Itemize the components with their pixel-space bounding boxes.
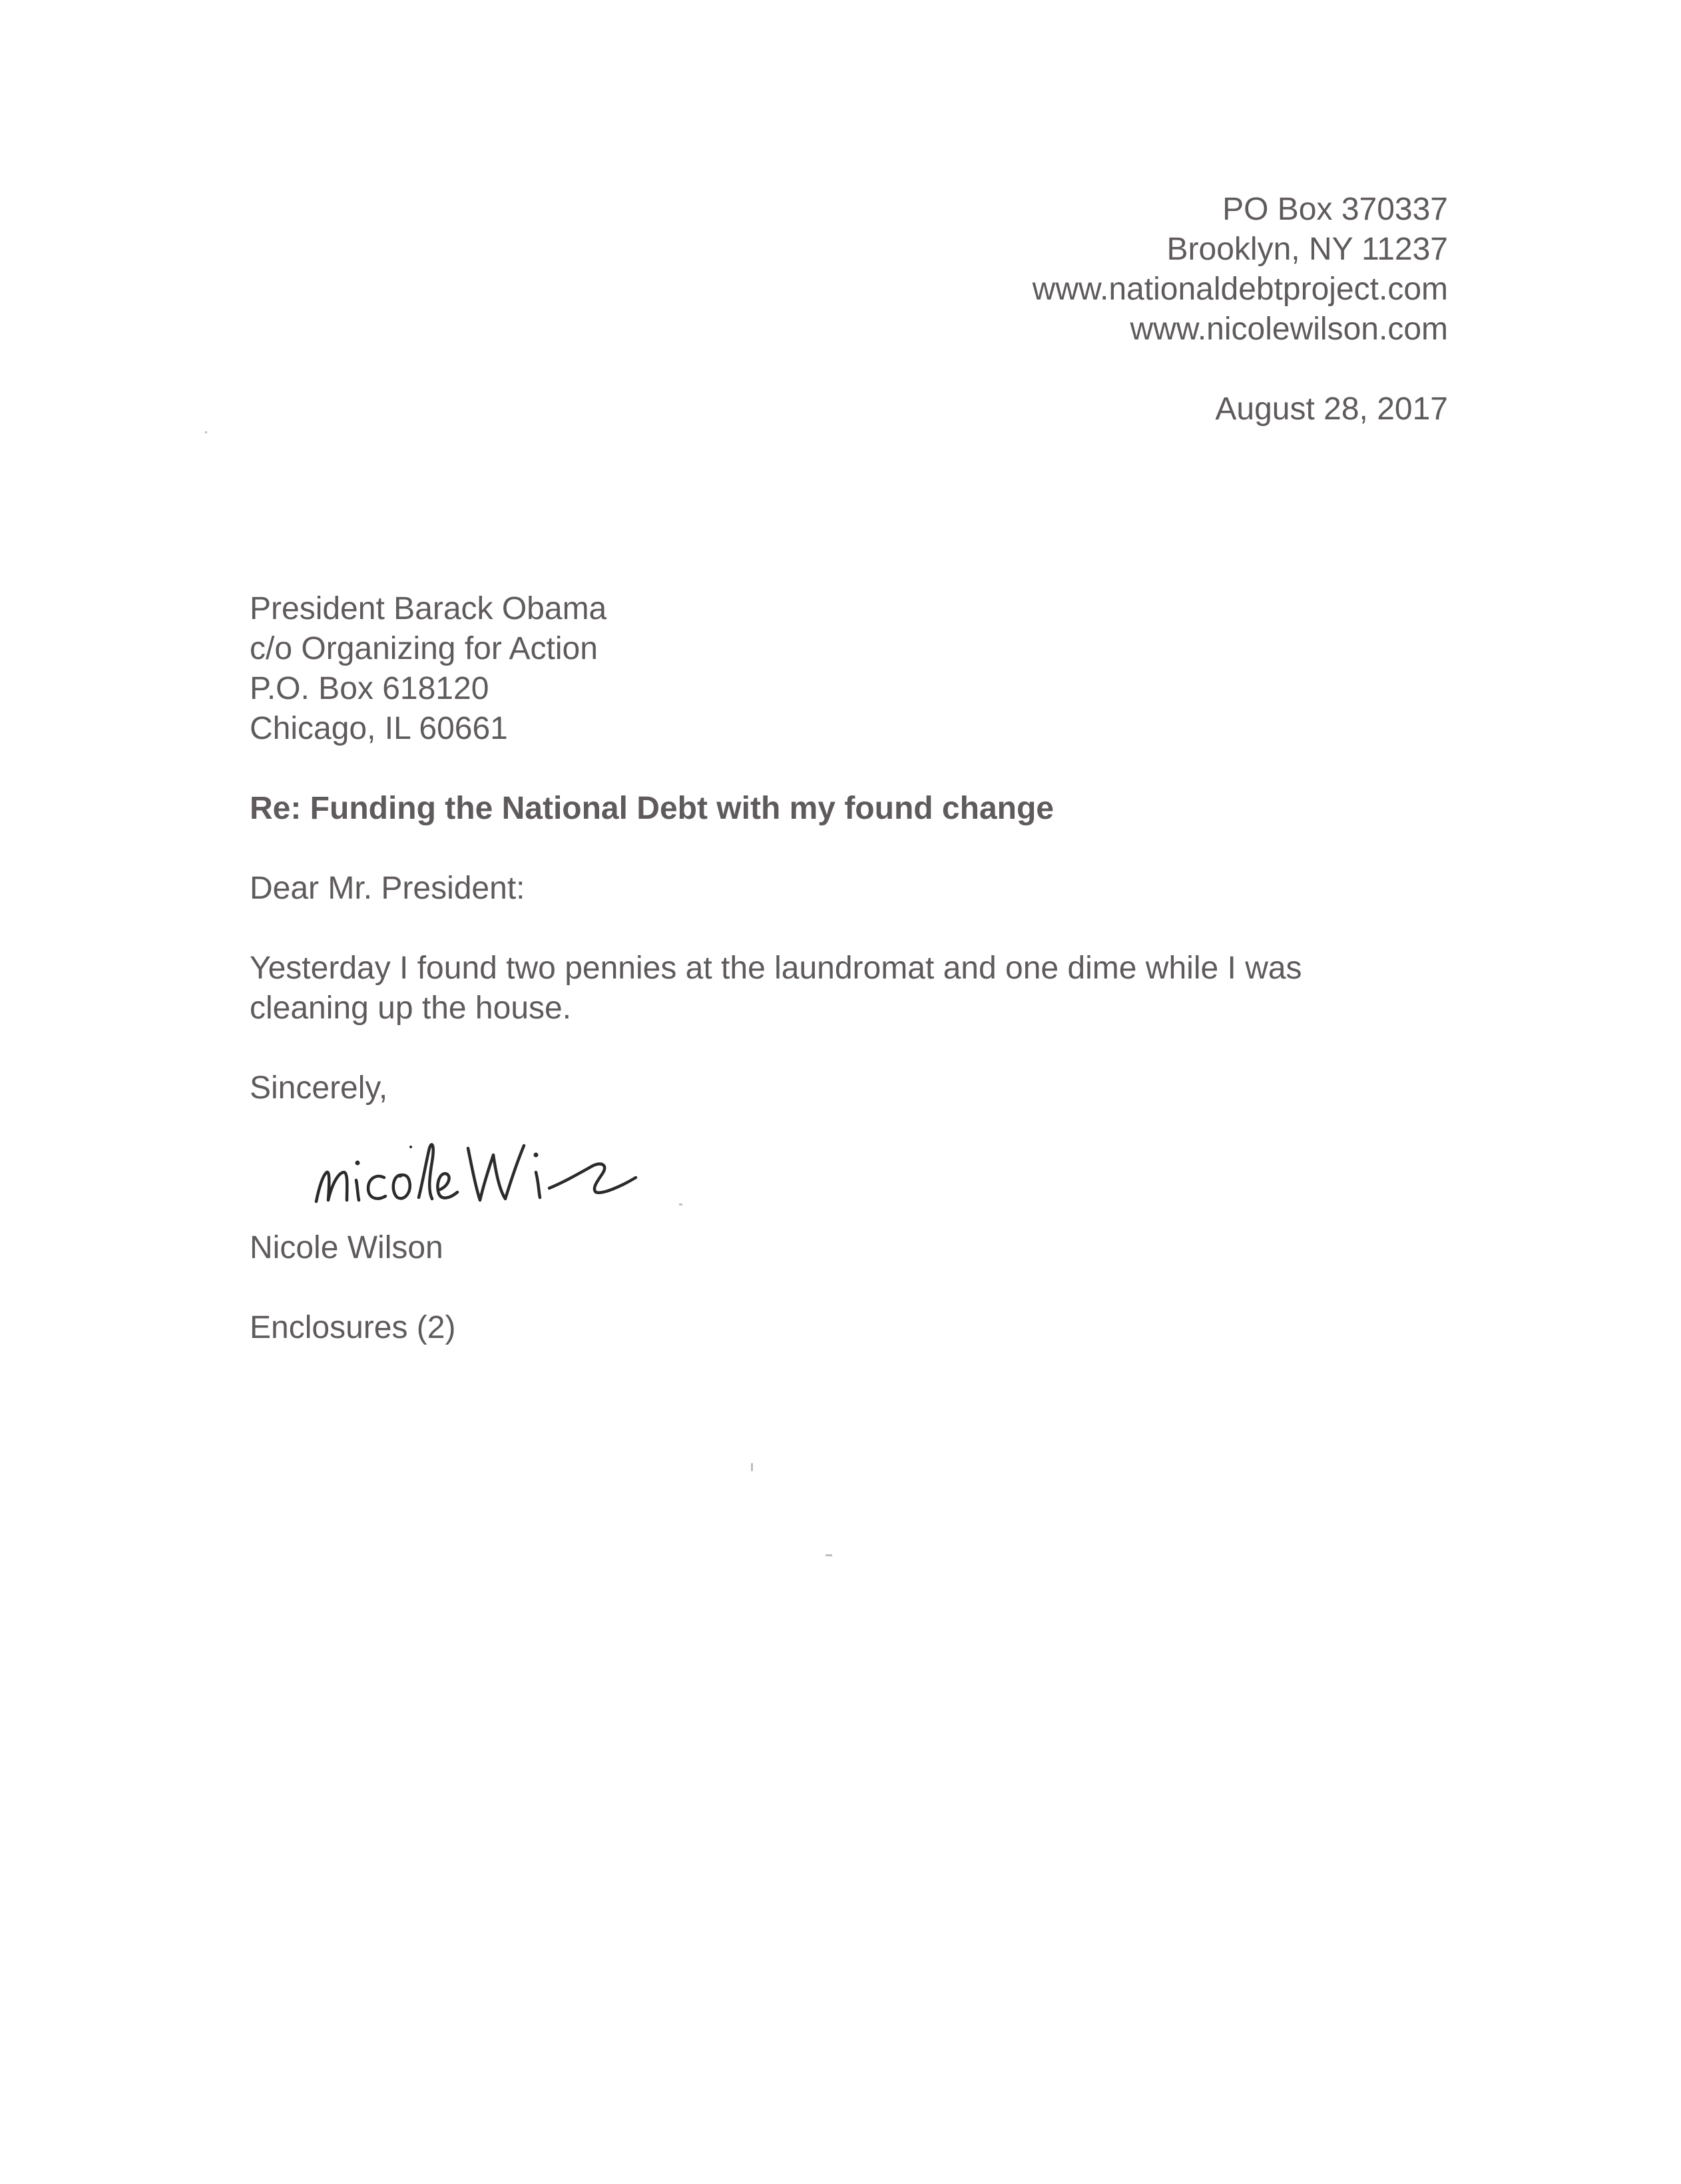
salutation: Dear Mr. President: xyxy=(250,871,525,906)
handwritten-signature xyxy=(310,1108,689,1221)
scan-speck xyxy=(751,1463,753,1471)
sender-website-1: www.nationaldebtproject.com xyxy=(1032,272,1448,307)
scan-speck xyxy=(679,1203,682,1205)
enclosures-note: Enclosures (2) xyxy=(250,1310,456,1345)
sender-address-line2: Brooklyn, NY 11237 xyxy=(1166,232,1448,267)
scan-speck xyxy=(205,431,207,433)
body-line-1: Yesterday I found two pennies at the laundromat and one dime while I was xyxy=(250,951,1302,986)
subject-line: Re: Funding the National Debt with my found change xyxy=(250,791,1054,826)
recipient-care-of: c/o Organizing for Action xyxy=(250,631,598,666)
closing: Sincerely, xyxy=(250,1070,388,1106)
scan-speck xyxy=(826,1554,832,1556)
recipient-name: President Barack Obama xyxy=(250,591,607,626)
sender-address-line1: PO Box 370337 xyxy=(1222,192,1448,227)
sender-website-2: www.nicolewilson.com xyxy=(1130,312,1448,347)
recipient-address-line2: Chicago, IL 60661 xyxy=(250,711,508,746)
letter-date: August 28, 2017 xyxy=(1215,391,1448,427)
signer-name: Nicole Wilson xyxy=(250,1230,443,1265)
recipient-address-line1: P.O. Box 618120 xyxy=(250,671,489,706)
body-line-2: cleaning up the house. xyxy=(250,990,572,1026)
